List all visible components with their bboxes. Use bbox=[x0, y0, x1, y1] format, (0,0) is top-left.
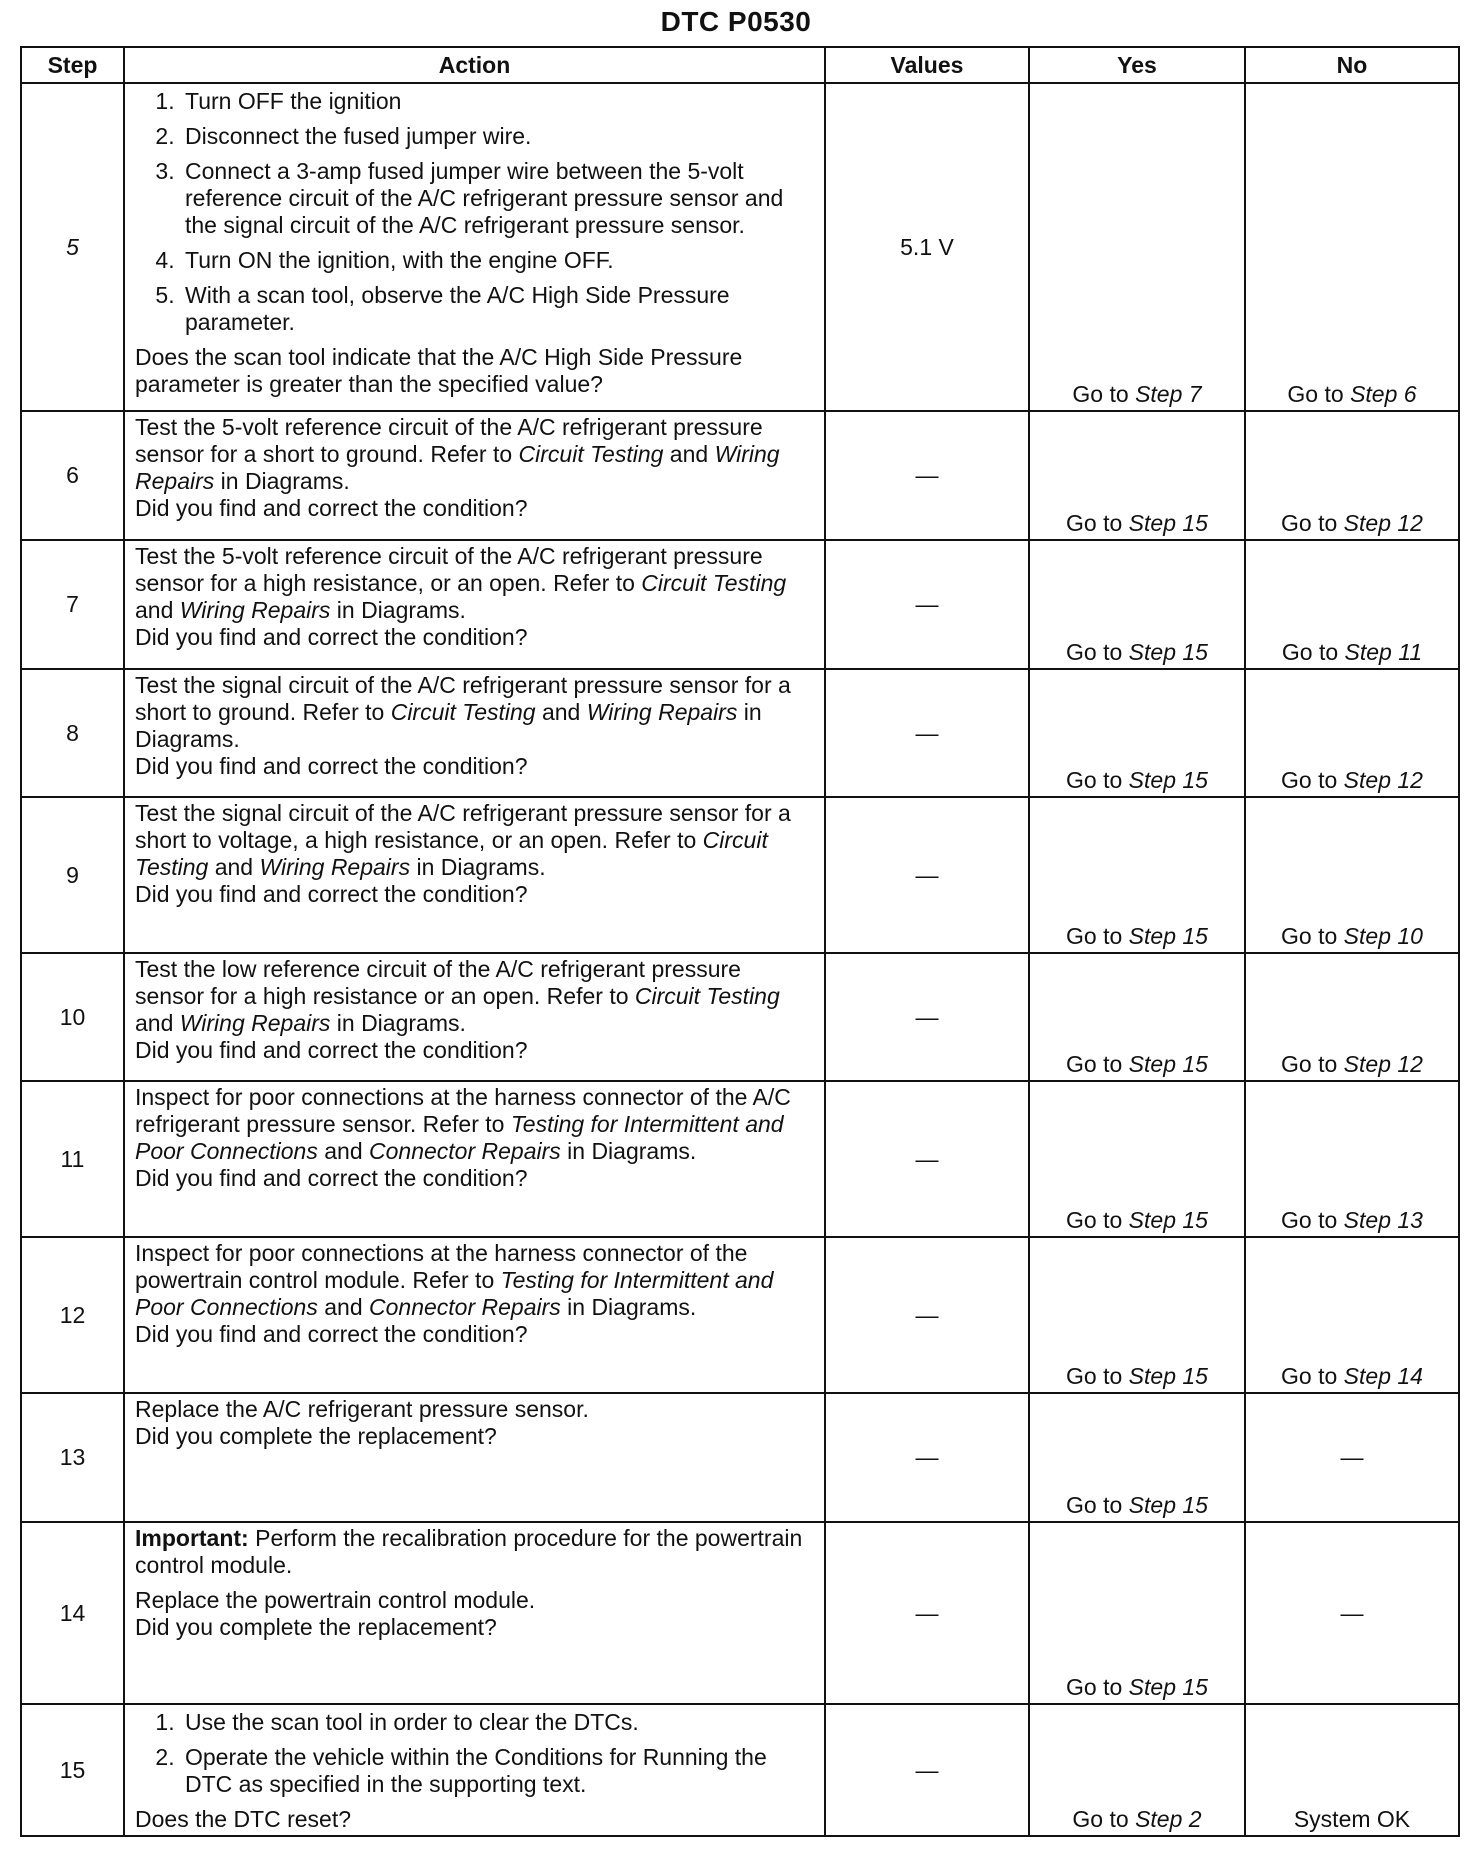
reference: Wiring Repairs bbox=[179, 597, 331, 623]
step-number: 7 bbox=[21, 540, 124, 669]
table-row bbox=[21, 797, 1459, 953]
reference: Circuit Testing bbox=[641, 570, 787, 596]
action-text: Test the low reference circuit of the A/C refrigerant pressure sensor for a high resistance or an open. Refer to bbox=[135, 956, 741, 1009]
question: Did you find and correct the condition? bbox=[135, 1037, 528, 1063]
value-cell: — bbox=[825, 540, 1029, 669]
step-number: 5 bbox=[21, 83, 124, 411]
action-cell bbox=[124, 411, 825, 540]
yes-prefix: Go to bbox=[1072, 1806, 1136, 1832]
value-cell: — bbox=[825, 411, 1029, 540]
action-cell bbox=[124, 1237, 825, 1393]
value-cell: — bbox=[825, 1081, 1029, 1237]
value-cell: — bbox=[825, 1237, 1029, 1393]
action-cell bbox=[124, 1522, 825, 1704]
no-step-link: Step 11 bbox=[1344, 639, 1423, 665]
action-text: in Diagrams. bbox=[410, 854, 546, 880]
no-prefix: Go to bbox=[1281, 510, 1344, 536]
step-number: 11 bbox=[21, 1081, 124, 1237]
action-text: Test the 5-volt reference circuit of the A/C refrigerant pressure sensor for a high resistance, or an open. Refer to bbox=[135, 543, 763, 596]
value-cell: — bbox=[825, 953, 1029, 1081]
action-text: in Diagrams. bbox=[330, 597, 466, 623]
no-cell bbox=[1245, 411, 1459, 540]
step-number: 14 bbox=[21, 1522, 124, 1704]
header-no: No bbox=[1245, 47, 1459, 83]
no-prefix: Go to bbox=[1281, 1363, 1344, 1389]
reference: Circuit Testing bbox=[390, 699, 536, 725]
question: Did you find and correct the condition? bbox=[135, 1321, 528, 1347]
yes-step-link: Step 15 bbox=[1128, 639, 1208, 665]
action-text: Test the signal circuit of the A/C refrigerant pressure sensor for a short to voltage, a high resistance, or an open. Refer to bbox=[135, 800, 791, 853]
action-text: in Diagrams. bbox=[560, 1294, 697, 1320]
reference: Circuit Testing bbox=[634, 983, 780, 1009]
question: Did you find and correct the condition? bbox=[135, 624, 528, 650]
action-text: and bbox=[208, 854, 260, 880]
action-text: and bbox=[535, 699, 587, 725]
yes-cell bbox=[1029, 1704, 1245, 1836]
no-cell: System OK bbox=[1245, 1704, 1459, 1836]
no-step-link: Step 10 bbox=[1343, 923, 1423, 949]
action-cell bbox=[124, 1704, 825, 1836]
action-text: in Diagrams. bbox=[135, 699, 762, 752]
yes-prefix: Go to bbox=[1066, 923, 1129, 949]
action-cell bbox=[124, 1393, 825, 1522]
reference: Testing for Intermittent and Poor Connections bbox=[135, 1111, 784, 1164]
action-cell bbox=[124, 83, 825, 411]
table-row bbox=[21, 669, 1459, 797]
no-cell bbox=[1245, 540, 1459, 669]
reference: Connector Repairs bbox=[369, 1138, 561, 1164]
no-cell bbox=[1245, 953, 1459, 1081]
no-cell bbox=[1245, 83, 1459, 411]
no-step-link: Step 12 bbox=[1343, 1051, 1423, 1077]
action-cell bbox=[124, 953, 825, 1081]
table-row bbox=[21, 953, 1459, 1081]
list-item: 4. Turn ON the ignition, with the engine OFF. bbox=[181, 247, 814, 274]
step-number: 15 bbox=[21, 1704, 124, 1836]
value-cell: 5.1 V bbox=[825, 83, 1029, 411]
no-step-link: Step 6 bbox=[1350, 381, 1417, 407]
no-prefix: Go to bbox=[1281, 639, 1345, 665]
no-cell bbox=[1245, 1081, 1459, 1237]
action-text: Replace the powertrain control module. bbox=[135, 1587, 536, 1613]
list-item: 3. Connect a 3-amp fused jumper wire between the 5-volt reference circuit of the A/C refrigerant pressure sensor and the signal circuit of the A/C refrigerant pressure sensor. bbox=[181, 158, 814, 239]
action-steps bbox=[135, 88, 814, 336]
action-cell bbox=[124, 540, 825, 669]
reference: Circuit Testing bbox=[135, 827, 768, 880]
list-item: 2. Disconnect the fused jumper wire. bbox=[181, 123, 814, 150]
yes-cell bbox=[1029, 1393, 1245, 1522]
yes-prefix: Go to bbox=[1066, 510, 1129, 536]
no-cell: — bbox=[1245, 1522, 1459, 1704]
question: Did you find and correct the condition? bbox=[135, 1165, 528, 1191]
reference: Wiring Repairs bbox=[586, 699, 738, 725]
action-steps bbox=[135, 1709, 814, 1798]
action-text: Inspect for poor connections at the harness connector of the powertrain control module. Refer to bbox=[135, 1240, 748, 1293]
header-values: Values bbox=[825, 47, 1029, 83]
list-item: 5. With a scan tool, observe the A/C High Side Pressure parameter. bbox=[181, 282, 814, 336]
list-item: 1. Use the scan tool in order to clear the DTCs. bbox=[181, 1709, 814, 1736]
yes-cell bbox=[1029, 540, 1245, 669]
step-number: 12 bbox=[21, 1237, 124, 1393]
action-text: and bbox=[663, 441, 715, 467]
yes-cell bbox=[1029, 669, 1245, 797]
header-yes: Yes bbox=[1029, 47, 1245, 83]
yes-step-link: Step 15 bbox=[1128, 1363, 1208, 1389]
yes-cell bbox=[1029, 953, 1245, 1081]
yes-step-link: Step 15 bbox=[1128, 1674, 1208, 1700]
yes-prefix: Go to bbox=[1066, 1051, 1129, 1077]
no-step-link: Step 14 bbox=[1343, 1363, 1423, 1389]
question: Did you complete the replacement? bbox=[135, 1423, 497, 1449]
table-row bbox=[21, 1704, 1459, 1836]
yes-prefix: Go to bbox=[1072, 381, 1136, 407]
yes-prefix: Go to bbox=[1066, 1674, 1129, 1700]
no-cell bbox=[1245, 797, 1459, 953]
list-item: 1. Turn OFF the ignition bbox=[181, 88, 814, 115]
no-prefix: Go to bbox=[1281, 767, 1344, 793]
yes-step-link: Step 15 bbox=[1128, 1207, 1208, 1233]
step-number: 9 bbox=[21, 797, 124, 953]
value-cell: — bbox=[825, 1522, 1029, 1704]
yes-cell bbox=[1029, 83, 1245, 411]
question: Did you find and correct the condition? bbox=[135, 495, 528, 521]
table-header-row bbox=[21, 47, 1459, 83]
yes-step-link: Step 2 bbox=[1135, 1806, 1202, 1832]
table-row bbox=[21, 1393, 1459, 1522]
action-text: and bbox=[317, 1294, 369, 1320]
yes-step-link: Step 7 bbox=[1135, 381, 1202, 407]
yes-prefix: Go to bbox=[1066, 1363, 1129, 1389]
table-row bbox=[21, 540, 1459, 669]
yes-cell bbox=[1029, 1522, 1245, 1704]
header-action: Action bbox=[124, 47, 825, 83]
no-cell bbox=[1245, 669, 1459, 797]
no-step-link: Step 13 bbox=[1343, 1207, 1423, 1233]
action-text: in Diagrams. bbox=[560, 1138, 697, 1164]
no-cell: — bbox=[1245, 1393, 1459, 1522]
question: Did you find and correct the condition? bbox=[135, 753, 528, 779]
reference: Circuit Testing bbox=[518, 441, 664, 467]
no-step-link: Step 12 bbox=[1343, 767, 1423, 793]
yes-cell bbox=[1029, 1081, 1245, 1237]
value-cell: — bbox=[825, 797, 1029, 953]
action-cell bbox=[124, 669, 825, 797]
action-text: in Diagrams. bbox=[214, 468, 350, 494]
value-cell: — bbox=[825, 669, 1029, 797]
page-title: DTC P0530 bbox=[660, 6, 812, 37]
reference: Wiring Repairs bbox=[135, 441, 780, 494]
value-cell: — bbox=[825, 1704, 1029, 1836]
action-text: Test the signal circuit of the A/C refrigerant pressure sensor for a short to ground. Refer to bbox=[135, 672, 791, 725]
question: Does the DTC reset? bbox=[135, 1806, 352, 1832]
reference: Wiring Repairs bbox=[259, 854, 411, 880]
action-text: and bbox=[317, 1138, 369, 1164]
step-number: 6 bbox=[21, 411, 124, 540]
question: Did you find and correct the condition? bbox=[135, 881, 528, 907]
yes-step-link: Step 15 bbox=[1128, 923, 1208, 949]
reference: Wiring Repairs bbox=[179, 1010, 331, 1036]
action-text: and bbox=[135, 1010, 180, 1036]
no-prefix: Go to bbox=[1287, 381, 1351, 407]
yes-prefix: Go to bbox=[1066, 1492, 1129, 1518]
diagnostic-table bbox=[20, 46, 1460, 1837]
reference: Connector Repairs bbox=[369, 1294, 561, 1320]
no-cell bbox=[1245, 1237, 1459, 1393]
header-step: Step bbox=[21, 47, 124, 83]
yes-prefix: Go to bbox=[1066, 639, 1129, 665]
action-text: Test the 5-volt reference circuit of the A/C refrigerant pressure sensor for a short to ground. Refer to bbox=[135, 414, 763, 467]
important-text: Perform the recalibration procedure for the powertrain control module. bbox=[135, 1525, 803, 1578]
action-text: Replace the A/C refrigerant pressure sensor. bbox=[135, 1396, 589, 1422]
reference: Testing for Intermittent and Poor Connections bbox=[135, 1267, 774, 1320]
no-prefix: Go to bbox=[1281, 1051, 1344, 1077]
yes-cell bbox=[1029, 1237, 1245, 1393]
table-row bbox=[21, 1081, 1459, 1237]
no-prefix: Go to bbox=[1281, 923, 1344, 949]
no-prefix: Go to bbox=[1281, 1207, 1344, 1233]
no-step-link: Step 12 bbox=[1343, 510, 1423, 536]
yes-cell bbox=[1029, 797, 1245, 953]
yes-step-link: Step 15 bbox=[1128, 1492, 1208, 1518]
step-number: 13 bbox=[21, 1393, 124, 1522]
step-number: 8 bbox=[21, 669, 124, 797]
important-label: Important: bbox=[135, 1525, 249, 1551]
table-row bbox=[21, 83, 1459, 411]
action-cell bbox=[124, 1081, 825, 1237]
table-row bbox=[21, 1522, 1459, 1704]
yes-step-link: Step 15 bbox=[1128, 510, 1208, 536]
yes-prefix: Go to bbox=[1066, 767, 1129, 793]
question: Did you complete the replacement? bbox=[135, 1614, 497, 1640]
yes-cell bbox=[1029, 411, 1245, 540]
step-number: 10 bbox=[21, 953, 124, 1081]
table-row bbox=[21, 411, 1459, 540]
yes-prefix: Go to bbox=[1066, 1207, 1129, 1233]
yes-step-link: Step 15 bbox=[1128, 767, 1208, 793]
table-row bbox=[21, 1237, 1459, 1393]
list-item: 2. Operate the vehicle within the Conditions for Running the DTC as specified in the supporting text. bbox=[181, 1744, 814, 1798]
action-cell bbox=[124, 797, 825, 953]
question: Does the scan tool indicate that the A/C High Side Pressure parameter is greater than the specified value? bbox=[135, 344, 743, 397]
value-cell: — bbox=[825, 1393, 1029, 1522]
action-text: Inspect for poor connections at the harness connector of the A/C refrigerant pressure sensor. Refer to bbox=[135, 1084, 791, 1137]
yes-step-link: Step 15 bbox=[1128, 1051, 1208, 1077]
action-text: in Diagrams. bbox=[330, 1010, 466, 1036]
action-text: and bbox=[135, 597, 180, 623]
